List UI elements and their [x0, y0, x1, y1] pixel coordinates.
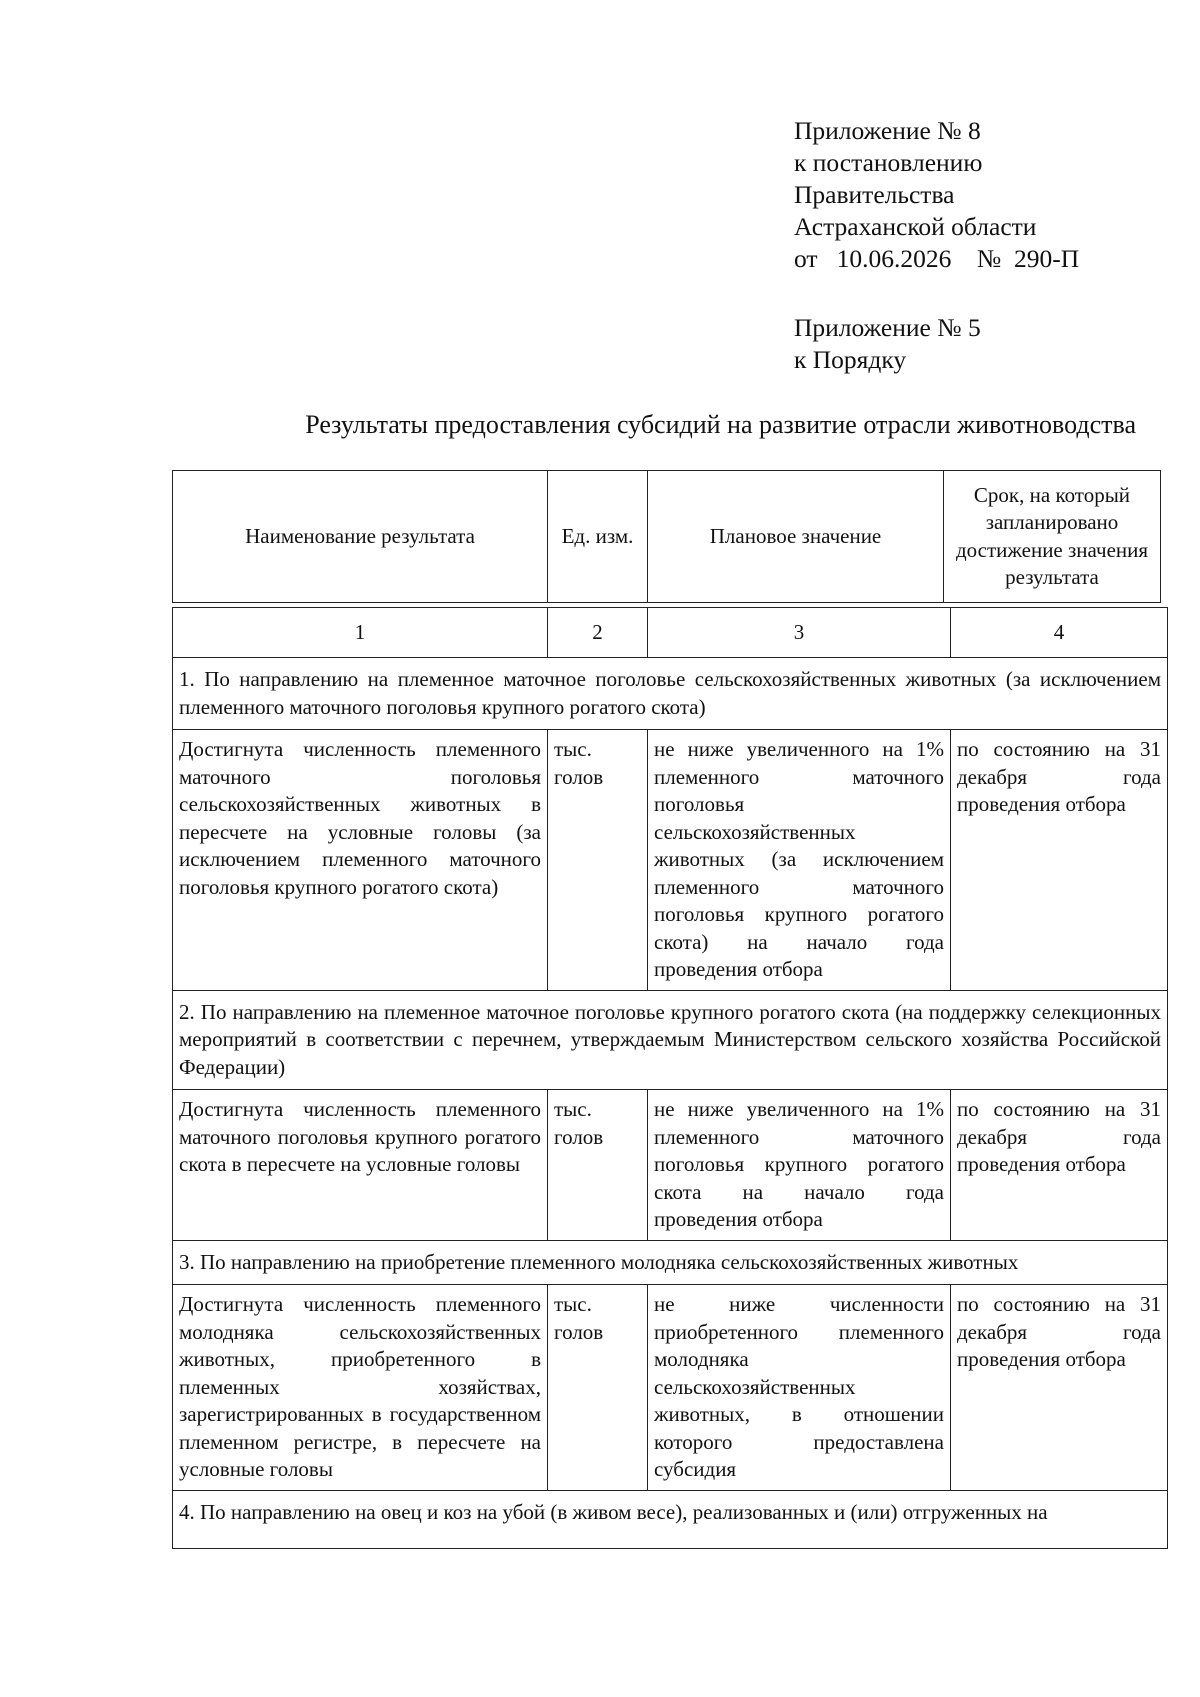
- column-number: 3: [648, 608, 951, 658]
- attachment-8-resolution: к постановлению: [794, 148, 983, 177]
- attachment-8-block: [794, 115, 1079, 275]
- plan-value-cell: не ниже увеличенного на 1% племенного маточного поголовья крупного рогатого скота на начало года проведения отбора: [648, 1090, 951, 1241]
- result-name-cell: Достигнута численность племенного маточного поголовья сельскохозяйственных животных в пересчете на условные головы (за исключением племенного маточного поголовья крупного рогатого скота): [173, 730, 548, 991]
- section-heading-row: [173, 658, 1168, 730]
- deadline-cell: по состоянию на 31 декабря года проведения отбора: [951, 1090, 1168, 1241]
- column-numbers-row: [173, 608, 1168, 658]
- plan-value-cell: не ниже увеличенного на 1% племенного маточного поголовья сельскохозяйственных животных (за исключением племенного маточного поголовья крупного рогатого скота) на начало года проведения отбора: [648, 730, 951, 991]
- attachment-8-date-number: от 10.06.2026 № 290-П: [794, 244, 1080, 273]
- results-table-header: [172, 470, 1161, 603]
- results-table: [172, 607, 1168, 1549]
- attachment-8-region: Астраханской области: [794, 212, 1037, 241]
- deadline-cell: по состоянию на 31 декабря года проведения отбора: [951, 730, 1168, 991]
- attachment-5-order: к Порядку: [794, 345, 907, 374]
- section-heading-row: [173, 990, 1168, 1090]
- section-heading-row: [173, 1240, 1168, 1285]
- attachment-5-label: Приложение № 5: [794, 313, 981, 342]
- section-heading: 2. По направлению на племенное маточное поголовье крупного рогатого скота (на поддержку селекционных мероприятий в соответствии с перечнем, утверждаемым Министерством сельского хозяйства Российской Федерации): [173, 990, 1168, 1090]
- header-plan-value: Плановое значение: [648, 471, 944, 603]
- column-number: 2: [548, 608, 648, 658]
- attachment-5-block: [794, 312, 981, 376]
- attachment-8-label: Приложение № 8: [794, 116, 981, 145]
- column-number: 4: [951, 608, 1168, 658]
- plan-value-cell: не ниже численности приобретенного племенного молодняка сельскохозяйственных животных, в отношении которого предоставлена субсидия: [648, 1285, 951, 1491]
- section-heading: 1. По направлению на племенное маточное поголовье сельскохозяйственных животных (за исключением племенного маточного поголовья крупного рогатого скота): [173, 658, 1168, 730]
- header-result-name: Наименование результата: [173, 471, 548, 603]
- result-name-cell: Достигнута численность племенного маточного поголовья крупного рогатого скота в пересчете на условные головы: [173, 1090, 548, 1241]
- section-heading-row: [173, 1490, 1168, 1549]
- unit-cell: тыс. голов: [548, 1090, 648, 1241]
- table-row: [173, 730, 1168, 991]
- section-heading: 3. По направлению на приобретение племенного молодняка сельскохозяйственных животных: [173, 1240, 1168, 1285]
- document-title: Результаты предоставления субсидий на развитие отрасли животноводства: [305, 410, 1136, 439]
- unit-cell: тыс. голов: [548, 730, 648, 991]
- unit-cell: тыс. голов: [548, 1285, 648, 1491]
- result-name-cell: Достигнута численность племенного молодняка сельскохозяйственных животных, приобретенного в племенных хозяйствах, зарегистрированных в государственном племенном регистре, в пересчете на условные головы: [173, 1285, 548, 1491]
- deadline-cell: по состоянию на 31 декабря года проведения отбора: [951, 1285, 1168, 1491]
- table-row: [173, 1285, 1168, 1491]
- table-row: [173, 1090, 1168, 1241]
- header-deadline: Срок, на который запланировано достижение значения результата: [944, 471, 1161, 603]
- header-unit: Ед. изм.: [548, 471, 648, 603]
- column-number: 1: [173, 608, 548, 658]
- section-heading: 4. По направлению на овец и коз на убой (в живом весе), реализованных и (или) отгруженных на: [173, 1490, 1168, 1549]
- attachment-8-government: Правительства: [794, 180, 955, 209]
